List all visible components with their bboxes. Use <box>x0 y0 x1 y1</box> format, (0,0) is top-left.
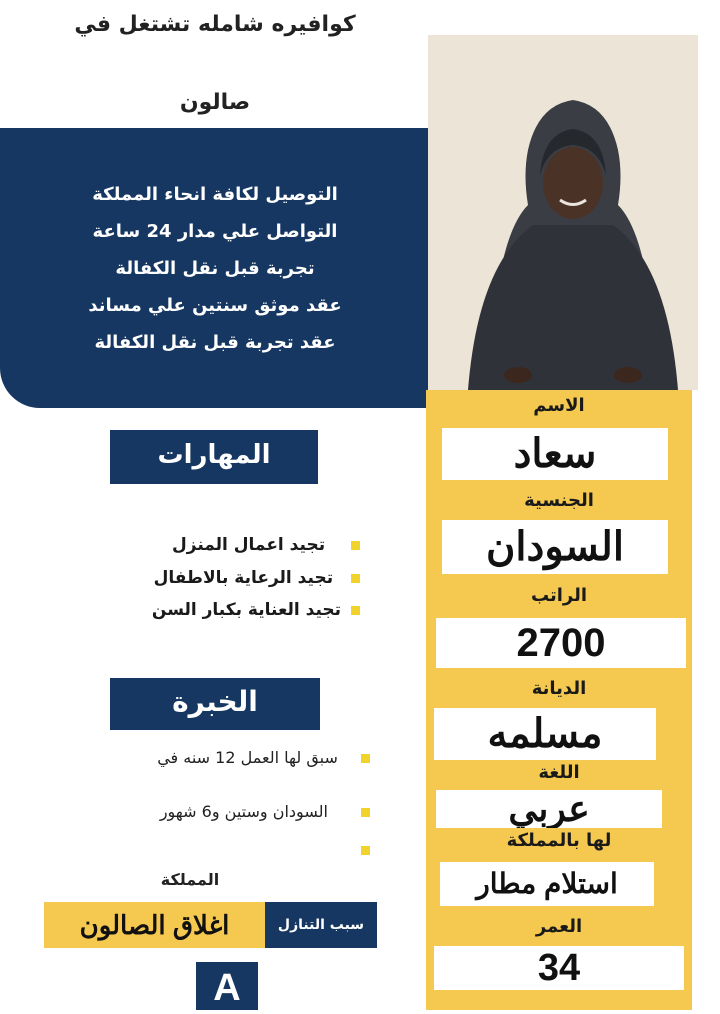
religion-value: مسلمه <box>434 708 656 760</box>
experience-text: سبق لها العمل 12 سنه في <box>157 748 338 767</box>
portrait-illustration <box>428 35 698 390</box>
in-kingdom-label: لها بالمملكة <box>506 830 612 851</box>
age-value: 34 <box>434 946 684 990</box>
header-line-1: كوافيره شامله تشتغل في <box>74 12 356 37</box>
service-item: التوصيل لكافة انحاء المملكة <box>92 184 338 205</box>
religion-label: الديانة <box>531 678 587 699</box>
skill-item <box>100 535 360 555</box>
language-value: عربي <box>436 790 662 828</box>
name-value: سعاد <box>442 428 668 480</box>
salary-label: الراتب <box>530 585 588 606</box>
skill-text: تجيد اعمال المنزل <box>172 535 326 555</box>
profile-panel <box>426 390 692 1010</box>
service-item: تجربة قبل نقل الكفالة <box>115 258 315 279</box>
salary-value: 2700 <box>436 618 686 668</box>
experience-text: السودان وستين و6 شهور <box>159 802 328 821</box>
waiver-label: سبب التنازل <box>265 902 377 948</box>
waiver-value: اغلاق الصالون <box>44 902 265 948</box>
services-panel <box>0 128 430 408</box>
skill-text: تجيد العناية بكبار السن <box>151 600 342 620</box>
experience-trailing: المملكة <box>160 870 220 889</box>
service-item: التواصل علي مدار 24 ساعة <box>92 221 338 242</box>
name-label: الاسم <box>533 395 585 416</box>
in-kingdom-value: استلام مطار <box>440 862 654 906</box>
bullet-icon <box>351 574 360 583</box>
skill-item <box>90 600 360 620</box>
header-line-2: صالون <box>179 90 251 115</box>
bullet-icon <box>361 808 370 817</box>
experience-header: الخبرة <box>110 678 320 730</box>
skill-text: تجيد الرعاية بالاطفال <box>153 568 334 588</box>
experience-item <box>60 840 370 859</box>
service-item: عقد تجربة قبل نقل الكفالة <box>94 332 336 353</box>
candidate-photo <box>428 35 698 390</box>
nationality-label: الجنسية <box>524 490 594 511</box>
nationality-value: السودان <box>442 520 668 574</box>
bullet-icon <box>351 606 360 615</box>
experience-item <box>60 748 370 767</box>
service-item: عقد موثق سنتين علي مساند <box>88 295 342 316</box>
age-label: العمر <box>535 916 583 937</box>
language-label: اللغة <box>538 762 580 783</box>
category-badge: A <box>196 962 258 1010</box>
bullet-icon <box>361 754 370 763</box>
skills-header: المهارات <box>110 430 318 484</box>
bullet-icon <box>361 846 370 855</box>
services-list <box>20 176 410 361</box>
bullet-icon <box>351 541 360 550</box>
skill-item <box>100 568 360 588</box>
experience-item <box>60 802 370 821</box>
